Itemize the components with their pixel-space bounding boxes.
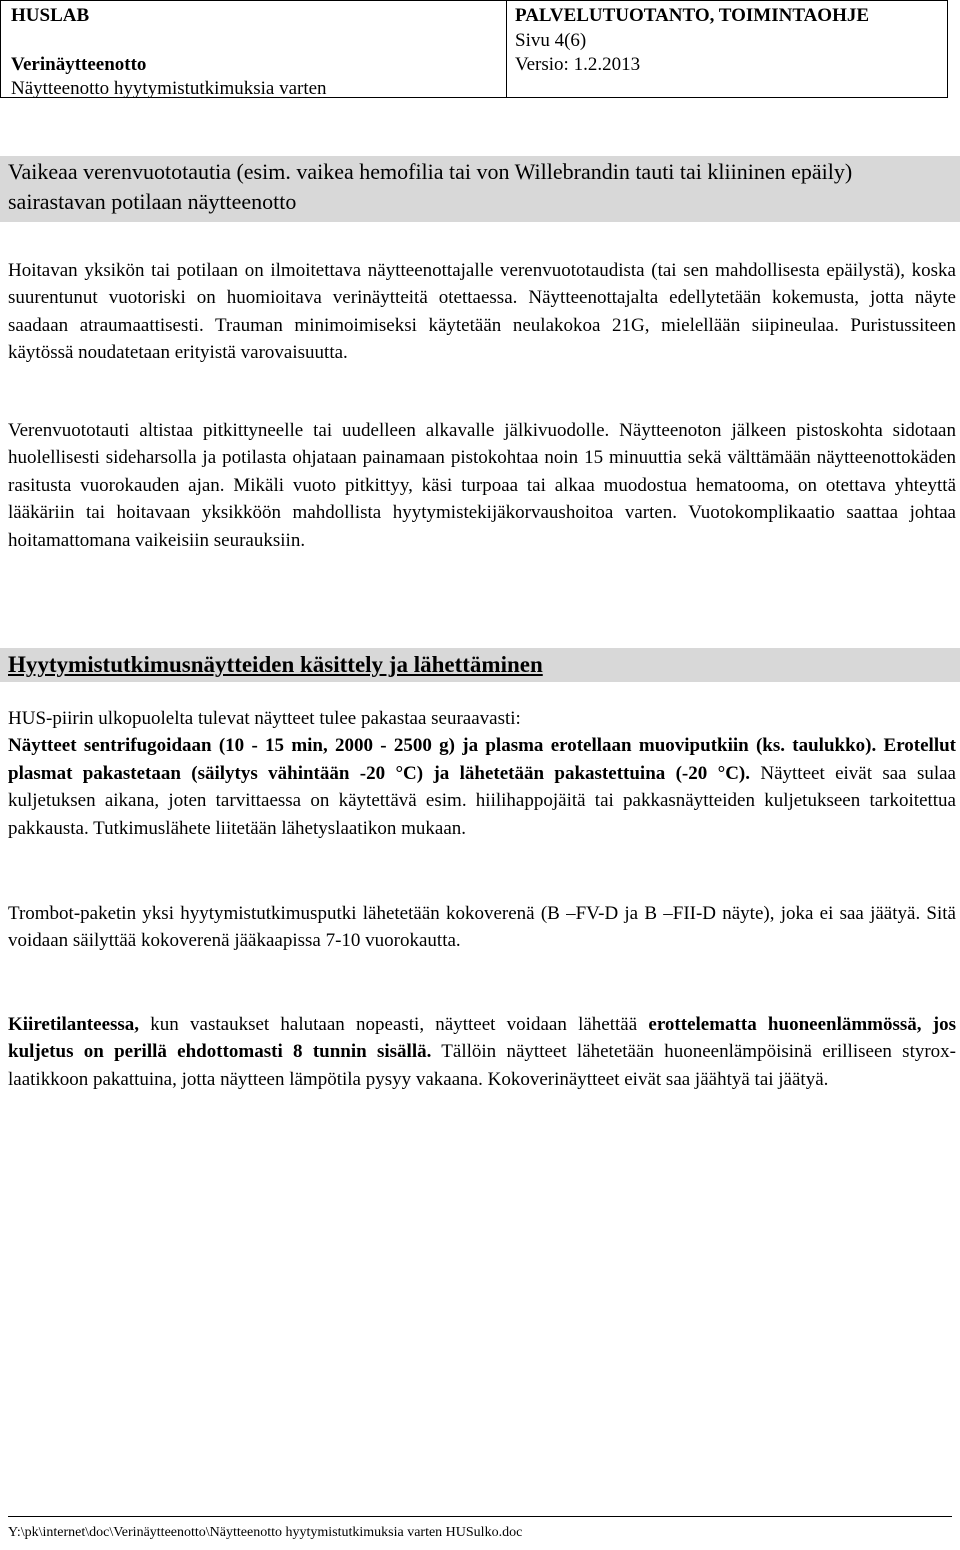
freezing-transport-text: Näytteet eivät saa sulaa kuljetuksen aikana, joten tarvittaessa on käytettävä esim. hiilihappojäitä tai pakkasnäytteiden kuljetukseen tarkoitettua pakkausta. Tutkimuslähete liitetään lähetyslaatikon mukaan. — [8, 762, 956, 839]
freezing-intro: HUS-piirin ulkopuolelta tulevat näytteet tulee pakastaa seuraavasti: — [8, 708, 521, 729]
header-doc-type: PALVELUTUOTANTO, TOIMINTAOHJE — [515, 5, 870, 26]
urgent-text-2: Tällöin näytteet lähetetään huoneenlämpöisinä erilliseen styrox-laatikkoon pakattuina, jotta näytteen lämpötila pysyy vakaana. Kokoverinäytteet eivät saa jäähtyä tai jäätyä. — [8, 1041, 956, 1090]
urgent-text-1: kun vastaukset halutaan nopeasti, näytteet voidaan lähettää — [139, 1014, 649, 1035]
header-org: HUSLAB — [11, 5, 90, 26]
freezing-bold-instructions: Näytteet sentrifugoidaan (10 - 15 min, 2000 - 2500 g) ja plasma erotellaan muoviputkiin (ks. taulukko). Erotellut plasmat pakastetaan (säilytys vähintään -20 °C) ja lähetetään pakastettuina (-20 °C). — [8, 735, 956, 784]
paragraph-notification: Hoitavan yksikön tai potilaan on ilmoitettava näytteenottajalle verenvuototaudista (tai sen mahdollisesta epäilystä), koska suurentunut vuotoriski on huomioitava verinäytteitä otettaessa. Näytteenottajalta edellytetään kokemusta, jotta näyte saadaan atraumaattisesti. Trauman minimoimiseksi käytetään neulakokoa 21G, mielellään siipineulaa. Puristussiteen käytössä noudatetaan erityistä varovaisuutta. — [8, 260, 956, 364]
section-heading-sample-handling: Hyytymistutkimusnäytteiden käsittely ja lähettäminen — [0, 648, 960, 682]
paragraph-urgent — [8, 1011, 956, 1093]
document-header — [0, 0, 948, 98]
header-divider — [506, 1, 507, 98]
paragraph-freezing-instructions — [8, 705, 956, 842]
urgent-label: Kiiretilanteessa, — [8, 1014, 140, 1035]
header-version: Versio: 1.2.2013 — [515, 54, 641, 75]
section-heading-bleeding-disorder: Vaikeaa verenvuototautia (esim. vaikea hemofilia tai von Willebrandin tauti tai kliininen epäily) sairastavan potilaan näytteenotto — [0, 156, 960, 222]
paragraph-aftercare: Verenvuototauti altistaa pitkittyneelle tai uudelleen alkavalle jälkivuodolle. Näytteenoton jälkeen pistoskohta sidotaan huolellisesti sideharsolla ja potilasta ohjataan painamaan pistokohtaa noin 15 minuuttia sekä välttämään näytteenottokäden rasitusta vuorokauden ajan. Mikäli vuoto pitkittyy, käsi turpoaa tai alkaa muodostua hematooma, on otettava yhteyttä lääkäriin tai hoitavaan yksikköön mahdollista hyytymistekijäkorvaushoitoa varten. Vuotokomplikaatio saattaa johtaa hoitamattomana vaikeisiin seurauksiin. — [8, 420, 956, 551]
header-page-number: Sivu 4(6) — [515, 30, 587, 51]
urgent-bold-condition: erottelematta huoneenlämmössä, jos kuljetus on perillä ehdottomasti 8 tunnin sisällä. — [8, 1014, 956, 1063]
footer-rule — [8, 1516, 952, 1517]
footer-file-path: Y:\pk\internet\doc\Verinäytteenotto\Näytteenotto hyytymistutkimuksia varten HUSulko.doc — [8, 1525, 523, 1540]
paragraph-trombot: Trombot-paketin yksi hyytymistutkimusputki lähetetään kokoverenä (B –FV-D ja B –FII-D näyte), joka ei saa jäätyä. Sitä voidaan säilyttää kokoverenä jääkaapissa 7-10 vuorokautta. — [8, 903, 956, 952]
header-subtitle: Näytteenotto hyytymistutkimuksia varten — [11, 78, 327, 99]
header-subject: Verinäytteenotto — [11, 54, 147, 75]
